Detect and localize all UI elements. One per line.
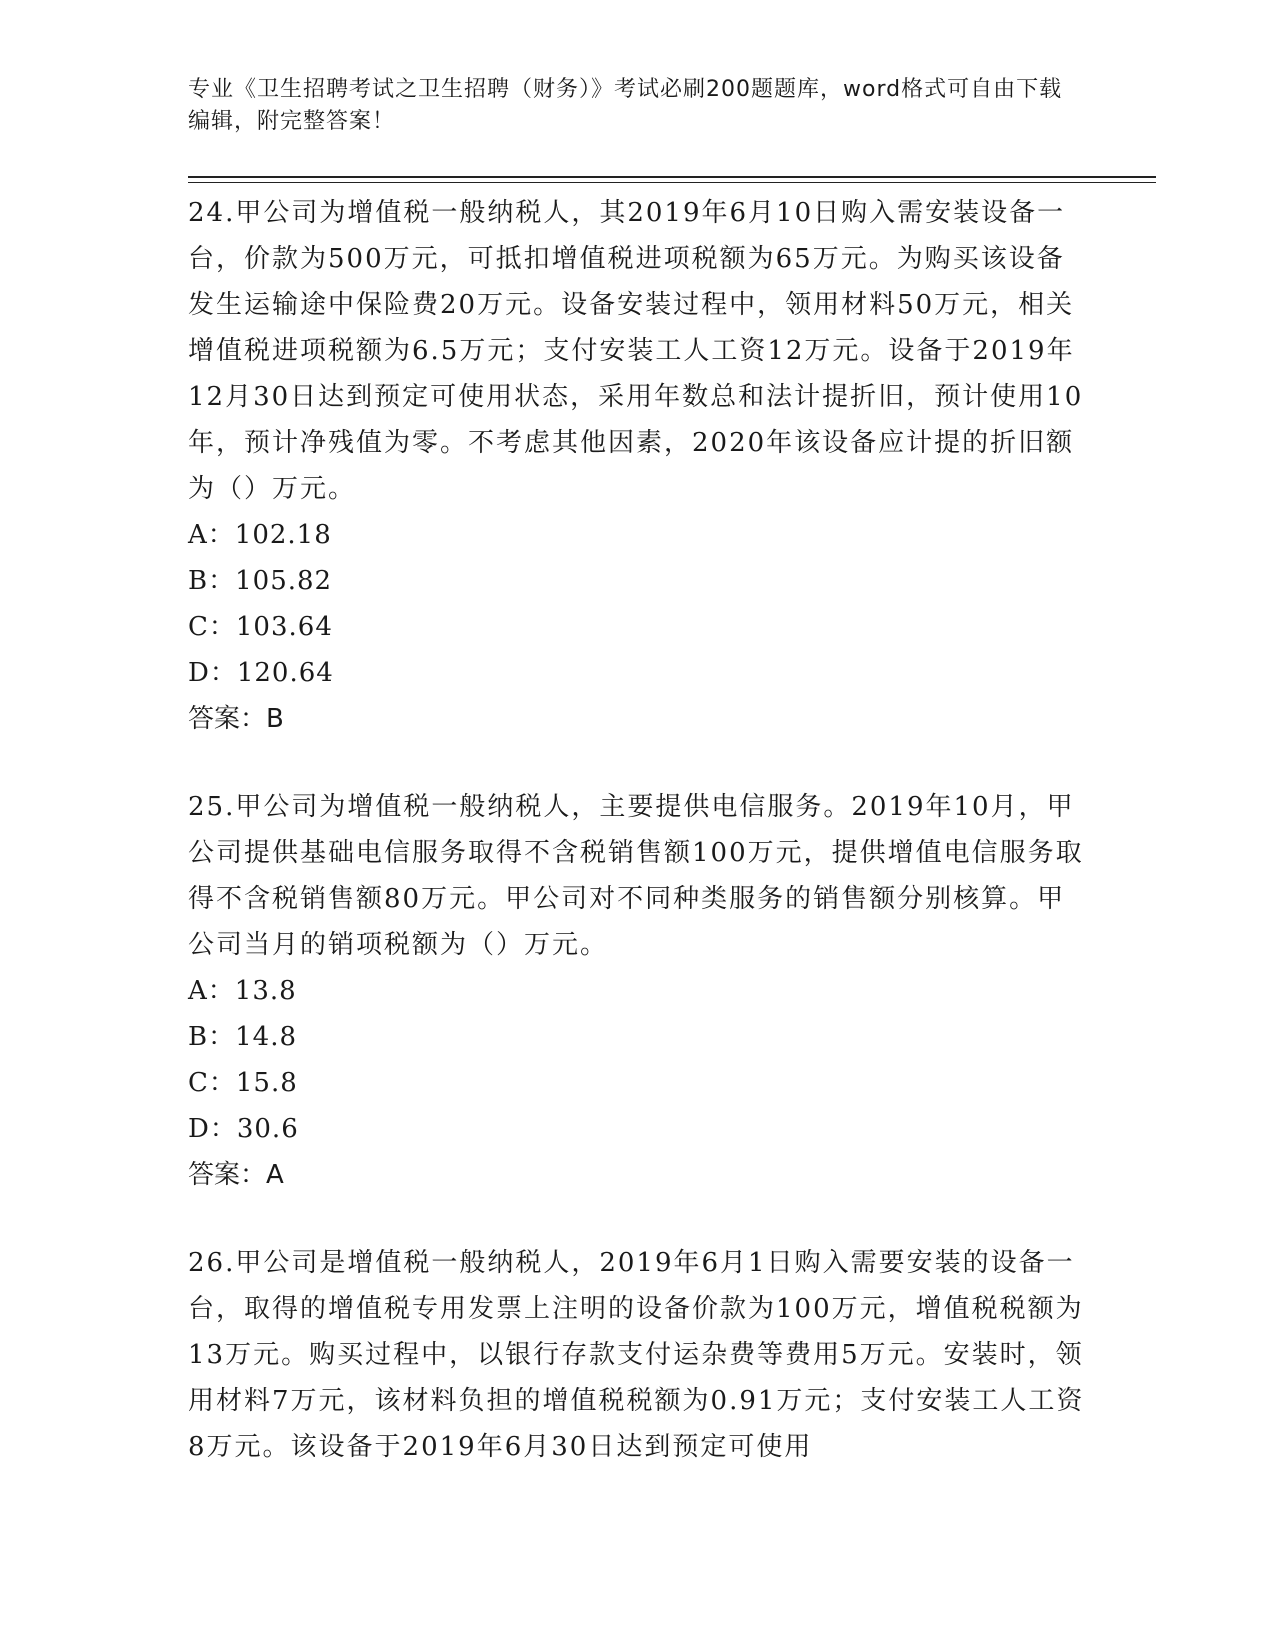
option-d: D：30.6 xyxy=(188,1114,299,1144)
question-stem: 25.甲公司为增值税一般纳税人，主要提供电信服务。2019年10月，甲公司提供基础电信服务取得不含税销售额100万元，提供增值电信服务取得不含税销售额80万元。甲公司对不同种类服务的销售额分别核算。甲公司当月的销项税额为（）万元。 xyxy=(188,792,1084,960)
answer-line: 答案：B xyxy=(188,704,284,734)
question-stem: 26.甲公司是增值税一般纳税人，2019年6月1日购入需要安装的设备一台，取得的增值税专用发票上注明的设备价款为100万元，增值税税额为13万元。购买过程中，以银行存款支付运杂费等费用5万元。安装时，领用材料7万元，该材料负担的增值税税额为0.91万元；支付安装工人工资8万元。该设备于2019年6月30日达到预定可使用 xyxy=(188,1248,1085,1462)
question-26 xyxy=(188,1240,1088,1470)
header-divider-thin xyxy=(188,182,1156,183)
option-a: A：13.8 xyxy=(188,976,297,1006)
option-d: D：120.64 xyxy=(188,658,334,688)
question-25 xyxy=(188,784,1088,1198)
question-list xyxy=(188,190,1088,1512)
header-divider-thick xyxy=(188,176,1156,178)
question-stem: 24.甲公司为增值税一般纳税人，其2019年6月10日购入需安装设备一台，价款为500万元，可抵扣增值税进项税额为65万元。为购买该设备发生运输途中保险费20万元。设备安装过程中，领用材料50万元，相关增值税进项税额为6.5万元；支付安装工人工资12万元。设备于2019年12月30日达到预定可使用状态，采用年数总和法计提折旧，预计使用10年，预计净残值为零。不考虑其他因素，2020年该设备应计提的折旧额为（）万元。 xyxy=(188,198,1084,504)
option-b: B：14.8 xyxy=(188,1022,297,1052)
question-24 xyxy=(188,190,1088,742)
document-header: 专业《卫生招聘考试之卫生招聘（财务）》考试必刷200题题库，word格式可自由下载编辑，附完整答案！ xyxy=(188,77,1063,134)
option-c: C：15.8 xyxy=(188,1068,298,1098)
option-c: C：103.64 xyxy=(188,612,333,642)
answer-line: 答案：A xyxy=(188,1160,284,1190)
option-a: A：102.18 xyxy=(188,520,332,550)
option-b: B：105.82 xyxy=(188,566,333,596)
